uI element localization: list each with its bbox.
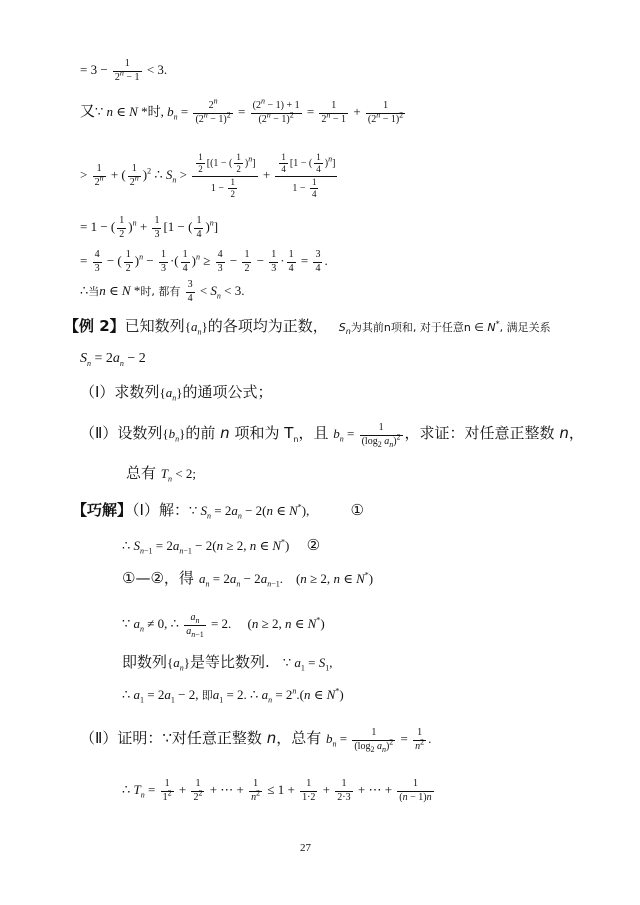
derivation-line-4: = 1 − ( $\frac{1}{2}$ )$^n$ + $\frac{1}{3}$ [1 − ( $\frac{1}{4}$ )$^n$] — [80, 215, 219, 240]
example-relation: $S_n = 2a_n - 2$ — [80, 351, 146, 368]
circled-1: ① — [350, 501, 364, 519]
derivation-line-2: 又∵ n ∈ N *时, $b_n$ = $\frac{2^n}{(2^n - 1)^2}$ = $\frac{(2^n - 1) + 1}{(2^n - 1)^2}$ = $\frac{1}{2^n - 1}$ + $\frac{1}{(2^n - 1)^2}$ — [80, 96, 404, 125]
solution-step-4: ∵ $a_n \ne 0$, ∴ $\frac{a_n}{a_{n-1}}$ = 2. (n ≥ 2, n ∈ N*) — [122, 612, 325, 639]
example-part-2-claim: 总有 $T_n < 2$; — [126, 464, 196, 484]
circled-2: ② — [306, 536, 321, 554]
solution-step-8: ∴ $T_n$ = $\frac{1}{1^2}$ + $\frac{1}{2^2}$ + ⋯ + $\frac{1}{n^2}$ ≤ 1 + $\frac{1}{1\cdot 2}$ + $\frac{1}{2\cdot 3}$ + ⋯ + $\frac{1}{(n - 1)n}$ — [122, 778, 432, 803]
derivation-line-1: = 3 − $\frac{1}{2^n - 1}$ < 3. — [80, 58, 168, 83]
derivation-line-3: > $\frac{1}{2^n}$ + ( $\frac{1}{2^n}$ )$^2$ ∴ $S_n$ > $\frac{1}{2}$ [(1 − ( $\frac{1}{2}$ )$^n$] 1 − $\frac{1}{2}$ + $\frac{1}{4}$ [1 − ( $\frac{1}{4}$ )$^n$] 1 − $\frac{1}{4}$ — [80, 152, 336, 199]
solution-step-1: 【巧解】（Ⅰ）解：∵ $S_n = 2a_n - 2(n$ ∈ N*), ① — [72, 501, 364, 521]
derivation-line-5: = $\frac{4}{3}$ − ( $\frac{1}{2}$ )$^n$ − $\frac{1}{3}$ ·( $\frac{1}{4}$ )$^n$ ≥ $\frac{4}{3}$ − $\frac{1}{2}$ − $\frac{1}{3}$ · $\frac{1}{4}$ = $\frac{3}{4}$ . — [80, 249, 328, 274]
solution-step-2: ∴ $S_{n-1} = 2a_{n-1} - 2(n \ge 2$, n ∈ N*) ② — [122, 536, 321, 556]
solution-step-6: ∴ $a_1 = 2a_1 - 2$, 即$a_1 = 2$. ∴ $a_n = 2^n.(n$ ∈ N*) — [122, 686, 344, 705]
solution-step-3: ①—②，得 $a_n = 2a_n - 2a_{n-1}$. (n ≥ 2, n ∈ N*) — [122, 569, 374, 589]
solution-step-7: （Ⅱ）证明：∵对任意正整数 n，总有 $b_n$ = $\frac{1}{(\log_2 a_n)^2}$ = $\frac{1}{n^2}$ . — [80, 727, 432, 754]
example-part-1: （Ⅰ）求数列$\{a_n\}$的通项公式； — [80, 383, 273, 403]
page-number: 27 — [300, 842, 311, 854]
solution-label: 【巧解】 — [72, 501, 133, 519]
derivation-line-6: ∴当n ∈ N *时, 都有 $\frac{3}{4}$ < $S_n < 3$. — [80, 279, 245, 304]
example-2-statement: 【例 2】已知数列$\{a_n\}$的各项均为正数， $S_n$为其前n项和, 对于任意n ∈ N*, 满足关系 — [64, 317, 551, 337]
example-label: 【例 2】 — [64, 317, 125, 335]
example-part-2: （Ⅱ）设数列$\{b_n\}$的前 n 项和为 $T_n$，且 $b_n$ = $\frac{1}{(\log_2 a_n)^2}$ ，求证：对任意正整数 n， — [80, 422, 584, 449]
solution-step-5: 即数列$\{a_n\}$是等比数列. ∵ $a_1 = S_1$, — [122, 653, 333, 673]
